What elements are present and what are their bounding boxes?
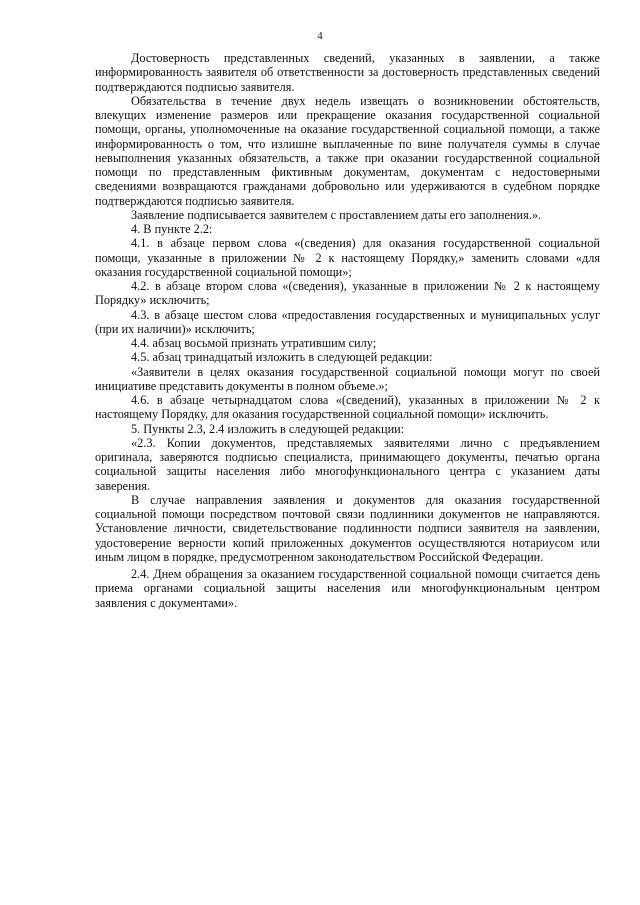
paragraph-quote-applicants: «Заявители в целях оказания государственной социальной помощи могут по своей инициативе представить документы в полном объеме.»; xyxy=(95,364,600,393)
paragraph-item-4-3: 4.3. в абзаце шестом слова «предоставления государственных и муниципальных услуг (при их наличии)» исключить; xyxy=(95,307,600,336)
paragraph-obligations: Обязательства в течение двух недель извещать о возникновении обстоятельств, влекущих изменение размеров или прекращение оказания государственной социальной помощи, органы, уполномоченные на оказание государственной социальной помощи, а также информированность о том, что излишне выплаченные по вине получателя суммы в случае невыполнения указанных обязательств, а также при оказании государственной социальной помощи по представленным фиктивным документам, документам с недостоверными сведениями возвращаются гражданами добровольно или удерживаются в судебном порядке подтверждаются подписью заявителя. xyxy=(95,93,600,208)
paragraph-item-4: 4. В пункте 2.2: xyxy=(131,222,213,236)
paragraph-postal-case: В случае направления заявления и документов для оказания государственной социальной помощи посредством почтовой связи подлинники документов не направляются. Установление личности, свидетельствование подлинности подписи заявителя на заявлении, удостоверение верности копий приложенных документов осуществляются нотариусом или иным лицом в порядке, предусмотренном законодательством Российской Федерации. xyxy=(95,492,600,564)
paragraph-item-4-5: 4.5. абзац тринадцатый изложить в следующей редакции: xyxy=(131,350,433,365)
paragraph-signature: Заявление подписывается заявителем с проставлением даты его заполнения.». xyxy=(131,207,542,222)
paragraph-item-4-4: 4.4. абзац восьмой признать утратившим силу; xyxy=(131,336,377,350)
paragraph-item-4-2: 4.2. в абзаце втором слова «(сведения), указанные в приложении № 2 к настоящему Порядку» исключить; xyxy=(95,279,600,308)
paragraph-clause-2-4: 2.4. Днем обращения за оказанием государственной социальной помощи считается день приема органами социальной защиты населения или многофункциональным центром заявления с документами». xyxy=(95,567,600,610)
paragraph-reliability: Достоверность представленных сведений, указанных в заявлении, а также информированность заявителя об ответственности за достоверность представленных сведений подтверждаются подписью заявителя. xyxy=(95,51,600,94)
document-body xyxy=(95,51,600,610)
paragraph-clause-2-3: «2.3. Копии документов, представляемых заявителями лично с предъявлением оригинала, заверяются подписью специалиста, принимающего документы, печатью органа социальной защиты населения либо многофункционального центра с указанием даты заверения. xyxy=(95,435,600,493)
paragraph-item-4-6: 4.6. в абзаце четырнадцатом слова «(сведений), указанных в приложении № 2 к настоящему Порядку, для оказания государственной социальной помощи» исключить. xyxy=(95,393,600,422)
paragraph-item-4-1: 4.1. в абзаце первом слова «(сведения) для оказания государственной социальной помощи, указанные в приложении № 2 к настоящему Порядку,» заменить словами «для оказания государственной социальной помощи»; xyxy=(95,236,600,279)
page-number: 4 xyxy=(317,31,323,42)
paragraph-item-5: 5. Пункты 2.3, 2.4 изложить в следующей редакции: xyxy=(131,421,405,436)
